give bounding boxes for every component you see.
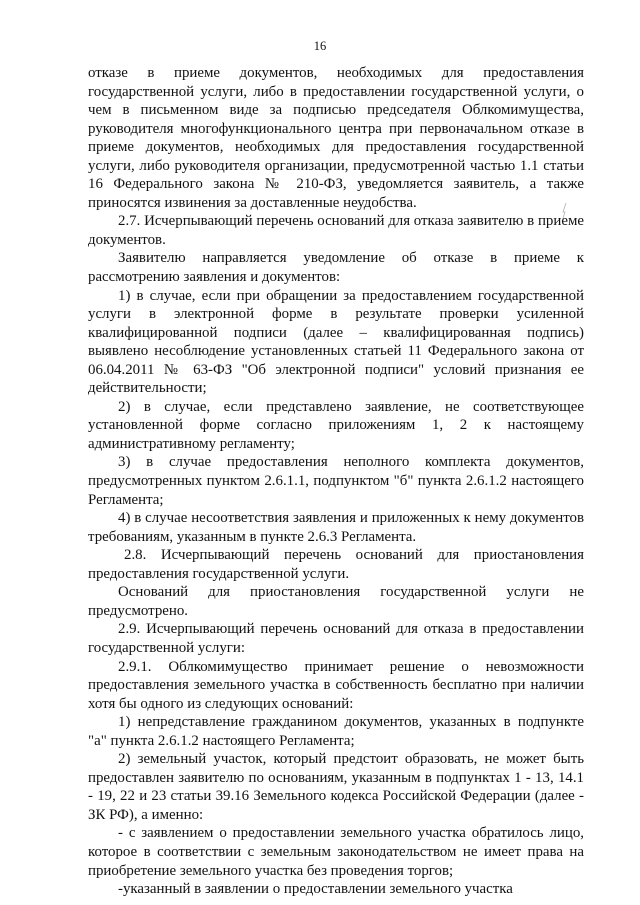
paragraph-ground-2-dash-1: - с заявлением о предоставлении земельного участка обратилось лицо, которое в соответствии с земельным законодательством не имеет права на приобретение земельного участка без проведения торгов; (88, 825, 584, 879)
paragraph-item-2-form-mismatch: 2) в случае, если представлено заявление, не соответствующее установленной форме согласно приложениям 1, 2 к настоящему административному регламенту; (88, 398, 584, 452)
margin-pencil-mark (557, 202, 571, 222)
paragraph-ground-2-dash-2: -указанный в заявлении о предоставлении земельного участка (118, 881, 513, 898)
paragraph-no-suspension-grounds: Оснований для приостановления государственной услуги не предусмотрено. (88, 584, 584, 619)
paragraph-section-2-9-1: 2.9.1. Облкомимущество принимает решение о невозможности предоставления земельного участка в собственность бесплатно при наличии хотя бы одного из следующих оснований: (88, 658, 584, 712)
paragraph-ground-1: 1) непредставление гражданином документов, указанных в подпункте "а" пункта 2.6.1.2 настоящего Регламента; (88, 714, 584, 749)
page-number: 16 (313, 39, 327, 53)
paragraph-refusal-continuation: отказе в приеме документов, необходимых для предоставления государственной услуги, либо в предоставлении государственной услуги, о чем в письменном виде за подписью председателя Облкомимущества, руководителя многофункционального центра при первоначальном отказе в приеме документов, необходимых для предоставления государственной услуги, либо руководителя организации, предусмотренной частью 1.1 статьи 16 Федерального закона № 210-ФЗ, уведомляется заявитель, а также приносятся извинения за доставленные неудобства. (88, 65, 584, 211)
paragraph-notice-to-applicant: Заявителю направляется уведомление об отказе в приеме к рассмотрению заявления и документов: (88, 250, 584, 286)
paragraph-section-2-9: 2.9. Исчерпывающий перечень оснований для отказа в предоставлении государственной услуги: (88, 621, 584, 656)
paragraph-item-1-electronic-signature: 1) в случае, если при обращении за предоставлением государственной услуги в электронной форме в результате проверки усиленной квалифицированной подписи (далее – квалифицированная подпись) выявлено несоблюдение установленных статьей 11 Федерального закона от 06.04.2011 № 63-ФЗ "Об электронной подписи" условий признания ее действительности; (88, 287, 584, 397)
paragraph-section-2-7: 2.7. Исчерпывающий перечень оснований для отказа заявителю в приеме документов. (88, 213, 584, 248)
document-body (88, 64, 584, 899)
paragraph-ground-2: 2) земельный участок, который предстоит образовать, не может быть предоставлен заявителю по основаниям, указанным в подпунктах 1 - 13, 14.1 - 19, 22 и 23 статьи 39.16 Земельного кодекса Российской Федерации (далее - ЗК РФ), а именно: (88, 751, 584, 823)
paragraph-item-3-incomplete-documents: 3) в случае предоставления неполного комплекта документов, предусмотренных пунктом 2.6.1.1, подпунктом "б" пункта 2.6.1.2 настоящего Регламента; (88, 454, 584, 508)
paragraph-section-2-8: 2.8. Исчерпывающий перечень оснований для приостановления предоставления государственной услуги. (88, 547, 584, 582)
paragraph-item-4-requirements-mismatch: 4) в случае несоответствия заявления и приложенных к нему документов требованиям, указанным в пункте 2.6.3 Регламента. (88, 510, 584, 545)
